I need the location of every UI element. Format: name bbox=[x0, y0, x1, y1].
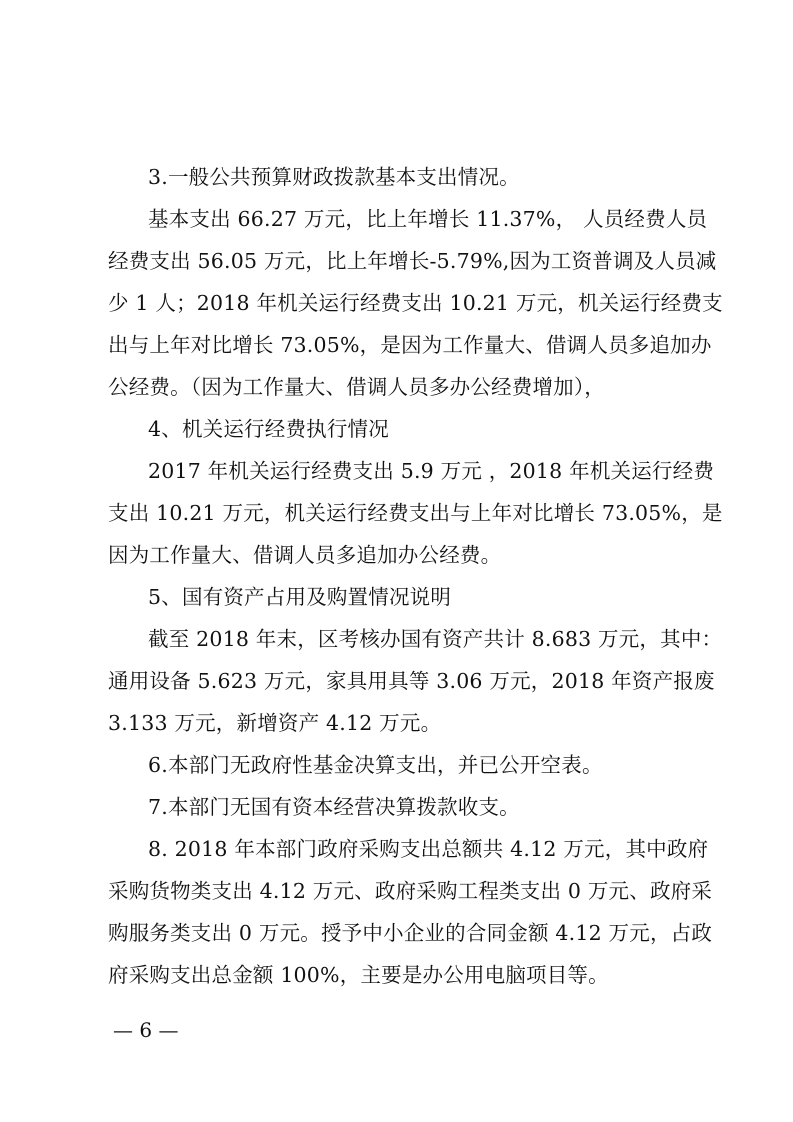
text-line: 购服务类支出 0 万元。授予中小企业的合同金额 4.12 万元，占政 bbox=[108, 921, 713, 945]
text-line: 6.本部门无政府性基金决算支出，并已公开空表。 bbox=[148, 753, 603, 777]
text-line: 8. 2018 年本部门政府采购支出总额共 4.12 万元，其中政府 bbox=[148, 837, 709, 861]
text-line: 3.一般公共预算财政拨款基本支出情况。 bbox=[148, 165, 520, 189]
text-line: 通用设备 5.623 万元，家具用具等 3.06 万元，2018 年资产报废 bbox=[108, 669, 715, 693]
text-line: 经费支出 56.05 万元，比上年增长-5.79%,因为工资普调及人员减 bbox=[108, 249, 717, 273]
text-line: 府采购支出总金额 100%，主要是办公用电脑项目等。 bbox=[108, 963, 609, 987]
text-line: 支出 10.21 万元，机关运行经费支出与上年对比增长 73.05%，是 bbox=[108, 501, 723, 525]
text-line: 2017 年机关运行经费支出 5.9 万元 ，2018 年机关运行经费 bbox=[148, 459, 715, 483]
text-line: 公经费。（因为工作量大、借调人员多办公经费增加）， bbox=[108, 375, 605, 399]
text-line: 出与上年对比增长 73.05%，是因为工作量大、借调人员多追加办 bbox=[108, 333, 712, 357]
text-line: 截至 2018 年末，区考核办国有资产共计 8.683 万元，其中： bbox=[148, 627, 723, 651]
section-heading: 4、机关运行经费执行情况 bbox=[148, 417, 389, 441]
text-line: 采购货物类支出 4.12 万元、政府采购工程类支出 0 万元、政府采 bbox=[108, 879, 713, 903]
page-number: — 6 — bbox=[113, 1018, 179, 1042]
text-line: 因为工作量大、借调人员多追加办公经费。 bbox=[108, 543, 502, 567]
section-heading: 5、国有资产占用及购置情况说明 bbox=[148, 585, 452, 609]
text-line: 少 1 人；2018 年机关运行经费支出 10.21 万元，机关运行经费支 bbox=[108, 291, 723, 315]
text-line: 3.133 万元，新增资产 4.12 万元。 bbox=[108, 711, 442, 735]
text-line: 基本支出 66.27 万元，比上年增长 11.37%， 人员经费人员 bbox=[148, 207, 708, 231]
text-line: 7.本部门无国有资本经营决算拨款收支。 bbox=[148, 795, 520, 819]
